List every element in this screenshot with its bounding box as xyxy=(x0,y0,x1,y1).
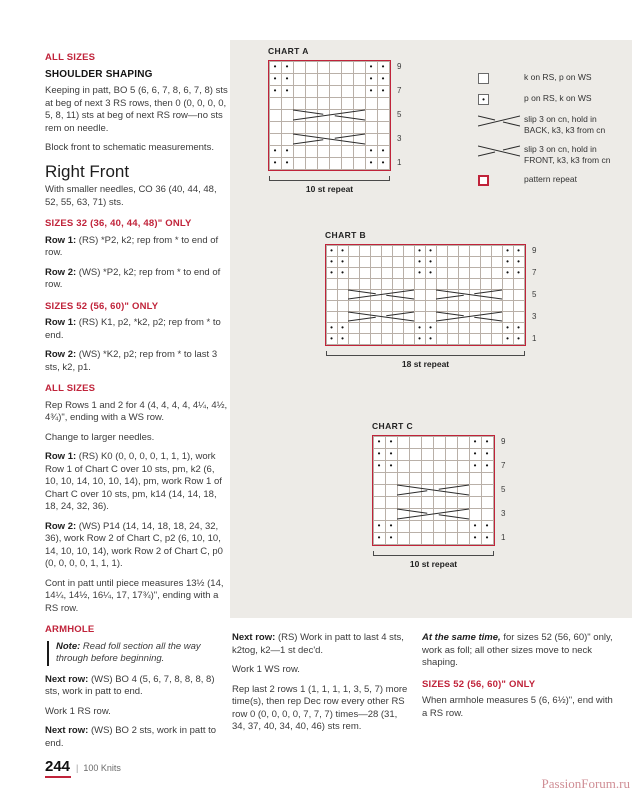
chart-a-grid xyxy=(268,60,391,171)
purl-dot-symbol: • xyxy=(473,437,477,446)
chart-c-title: CHART C xyxy=(372,421,414,431)
purl-dot-symbol: • xyxy=(389,437,393,446)
paragraph-row xyxy=(45,725,229,750)
page-footer xyxy=(45,758,121,775)
purl-dot-symbol: • xyxy=(418,246,421,255)
legend-label: k on RS, p on WS xyxy=(524,72,592,82)
same-time-label: At the same time, xyxy=(422,632,501,643)
purl-dot-symbol: • xyxy=(389,449,393,458)
chart-c-grid xyxy=(372,435,495,546)
purl-dot-symbol: • xyxy=(381,146,385,155)
chart-a-repeat-bracket xyxy=(269,176,390,181)
purl-dot-symbol: • xyxy=(369,74,373,83)
chart-row-number: 7 xyxy=(501,461,506,470)
purl-dot-symbol: • xyxy=(517,268,520,277)
chart-a-repeat-label: 10 st repeat xyxy=(305,184,354,194)
heading-shoulder-shaping: SHOULDER SHAPING xyxy=(45,68,153,80)
heading-sizes-32: SIZES 32 (36, 40, 44, 48)" ONLY xyxy=(45,218,192,229)
paragraph-shoulder-1: Keeping in patt, BO 5 (6, 6, 7, 8, 6, 7, 8) sts at beg of next 3 RS rows, then 0 (0, 0, 0, 0, 5, 8, 11) sts at beg of next RS row—no sts rem on needle. xyxy=(45,85,228,134)
purl-dot-symbol: • xyxy=(506,323,509,332)
cable-back-icon xyxy=(478,114,524,127)
purl-dot-symbol: • xyxy=(389,533,393,542)
purl-dot-symbol: • xyxy=(285,146,289,155)
row-text: (WS) *K2, p2; rep from * to last 3 sts, k2, p1. xyxy=(45,349,218,373)
legend-item-cable-back xyxy=(478,114,624,135)
purl-dot-symbol: • xyxy=(485,533,489,542)
book-title: 100 Knits xyxy=(83,763,121,773)
cable-front-symbol xyxy=(348,311,414,322)
legend-item-knit xyxy=(478,72,624,84)
chart-row-number: 3 xyxy=(501,509,506,518)
chart-b-grid-area xyxy=(325,244,537,346)
same-time-text: for sizes 52 (56, 60)" only, work as foll; all other sizes move to neck shaping. xyxy=(422,632,613,668)
paragraph-rep-rows: Rep Rows 1 and 2 for 4 (4, 4, 4, 4, 4¼, 4½, 4¾)", ending with a WS row. xyxy=(45,399,228,423)
purl-dot-symbol: • xyxy=(369,62,373,71)
purl-dot-symbol: • xyxy=(330,257,333,266)
purl-square-icon xyxy=(478,93,524,105)
note-block xyxy=(47,641,229,666)
row-label: Next row: xyxy=(45,673,89,685)
paragraph-row xyxy=(45,349,229,374)
chart-row-number: 1 xyxy=(532,334,537,343)
watermark: PassionForum.ru xyxy=(541,776,630,791)
purl-dot-symbol: • xyxy=(506,246,509,255)
paragraph-row xyxy=(45,451,229,514)
purl-dot-symbol: • xyxy=(381,158,385,167)
purl-dot-symbol: • xyxy=(429,323,432,332)
paragraph-row xyxy=(232,632,408,657)
purl-dot-symbol: • xyxy=(517,334,520,343)
row-text: (RS) K0 (0, 0, 0, 0, 1, 1, 1), work Row 1 of Chart C over 10 sts, pm, k2 (6, 10, 10, 14, 10, 10, 14), pm, work Row 1 of Chart C over 10 sts, pm, k14 (14, 14, 18, 18, 24, 32, 36). xyxy=(45,451,222,512)
purl-dot-symbol: • xyxy=(369,146,373,155)
chart-row-number: 5 xyxy=(532,290,537,299)
purl-dot-symbol: • xyxy=(517,323,520,332)
purl-dot-symbol: • xyxy=(377,437,381,446)
chart-c-repeat-label: 10 st repeat xyxy=(409,559,458,569)
purl-dot-symbol: • xyxy=(285,86,289,95)
purl-dot-symbol: • xyxy=(285,74,289,83)
note-text: Read foll section all the way through before beginning. xyxy=(56,640,201,664)
purl-dot-symbol: • xyxy=(429,334,432,343)
purl-dot-symbol: • xyxy=(517,246,520,255)
purl-dot-symbol: • xyxy=(330,323,333,332)
legend-item-pattern-repeat xyxy=(478,174,624,186)
cable-front-symbol xyxy=(436,289,502,300)
legend-item-cable-front xyxy=(478,144,624,165)
heading-sizes-52-right: SIZES 52 (56, 60)" ONLY xyxy=(422,678,536,690)
paragraph-cont: Cont in patt until piece measures 13½ (14, 14¼, 14½, 16¼, 17, 17¾)", ending with a RS row. xyxy=(45,577,224,614)
purl-dot-symbol: • xyxy=(273,158,277,167)
purl-dot-symbol: • xyxy=(485,437,489,446)
purl-dot-symbol: • xyxy=(389,461,393,470)
purl-dot-symbol: • xyxy=(369,158,373,167)
purl-dot-symbol: • xyxy=(377,449,381,458)
chart-row-number: 9 xyxy=(397,62,402,71)
purl-dot-symbol: • xyxy=(485,449,489,458)
chart-row-number: 9 xyxy=(501,437,506,446)
purl-dot-symbol: • xyxy=(341,257,344,266)
chart-row-number: 3 xyxy=(397,134,402,143)
row-label: Next row: xyxy=(45,725,89,736)
purl-dot-symbol: • xyxy=(341,246,344,255)
purl-dot-symbol: • xyxy=(473,521,477,530)
row-text: (WS) P14 (14, 14, 18, 18, 24, 32, 36), work Row 2 of Chart C, p2 (6, 10, 10, 14, 10, 10, 14), work Row 2 of Chart C, p0 (0, 0, 0, 0, 1, 1, 1). xyxy=(45,520,223,569)
chart-b-repeat-bracket xyxy=(326,351,525,356)
chart-legend xyxy=(478,72,624,195)
row-label: Next row: xyxy=(232,632,276,643)
chart-a xyxy=(268,46,402,194)
row-label: Row 2: xyxy=(45,266,77,278)
cable-front-symbol xyxy=(397,484,469,496)
chart-b-grid xyxy=(325,244,526,346)
purl-dot-symbol: • xyxy=(341,268,344,277)
paragraph-when-armhole: When armhole measures 5 (6, 6½)", end with a RS row. xyxy=(422,695,613,719)
chart-row-number: 5 xyxy=(397,110,402,119)
pattern-repeat-icon xyxy=(478,174,524,186)
row-text: (WS) BO 4 (5, 6, 7, 8, 8, 8, 8) sts, work in patt to end. xyxy=(45,673,215,697)
chart-row-number: 7 xyxy=(397,86,402,95)
purl-dot-symbol: • xyxy=(473,449,477,458)
chart-c-repeat-bracket xyxy=(373,551,494,556)
chart-row-number: 1 xyxy=(501,533,506,542)
footer-divider: | xyxy=(76,763,79,773)
row-text: (RS) Work in patt to last 4 sts, k2tog, k2—1 st dec'd. xyxy=(232,632,404,656)
paragraph-row xyxy=(45,267,229,292)
paragraph-shoulder-2: Block front to schematic measurements. xyxy=(45,142,214,153)
row-label: Row 1: xyxy=(45,451,77,462)
purl-dot-symbol: • xyxy=(381,62,385,71)
left-column xyxy=(45,52,229,757)
note-label: Note: xyxy=(56,640,81,652)
purl-dot-symbol: • xyxy=(485,521,489,530)
row-label: Row 2: xyxy=(45,520,77,532)
purl-dot-symbol: • xyxy=(341,334,344,343)
purl-dot-symbol: • xyxy=(330,246,333,255)
heading-armhole: ARMHOLE xyxy=(45,624,95,635)
chart-c-grid-area xyxy=(372,435,506,546)
legend-label: slip 3 on cn, hold in FRONT, k3, k3 from cn xyxy=(524,144,611,165)
section-title-right-front: Right Front xyxy=(45,161,130,181)
legend-label: slip 3 on cn, hold in BACK, k3, k3 from cn xyxy=(524,114,606,135)
purl-dot-symbol: • xyxy=(330,334,333,343)
chart-row-number: 5 xyxy=(501,485,506,494)
purl-dot-symbol: • xyxy=(381,74,385,83)
purl-dot-symbol: • xyxy=(506,257,509,266)
cable-back-symbol xyxy=(436,311,502,322)
purl-dot-symbol: • xyxy=(473,461,477,470)
purl-dot-symbol: • xyxy=(429,246,432,255)
purl-dot-symbol: • xyxy=(273,86,277,95)
purl-dot-symbol: • xyxy=(506,334,509,343)
row-label: Row 2: xyxy=(45,349,77,360)
row-label: Row 1: xyxy=(45,317,77,328)
cable-back-symbol xyxy=(397,508,469,520)
paragraph-work-ws: Work 1 WS row. xyxy=(232,664,300,675)
paragraph-cast-on: With smaller needles, CO 36 (40, 44, 48, 52, 55, 63, 71) sts. xyxy=(45,184,217,208)
purl-dot-symbol: • xyxy=(377,461,381,470)
purl-dot-symbol: • xyxy=(381,86,385,95)
paragraph-work-rs: Work 1 RS row. xyxy=(45,705,111,717)
legend-label: p on RS, k on WS xyxy=(524,93,592,103)
purl-dot-symbol: • xyxy=(473,533,477,542)
row-text: (WS) BO 2 sts, work in patt to end. xyxy=(45,725,217,749)
purl-dot-symbol: • xyxy=(273,62,277,71)
cable-front-icon xyxy=(478,144,524,157)
purl-dot-symbol: • xyxy=(429,268,432,277)
heading-sizes-52: SIZES 52 (56, 60)" ONLY xyxy=(45,300,159,312)
purl-dot-symbol: • xyxy=(273,74,277,83)
purl-dot-symbol: • xyxy=(418,323,421,332)
heading-all-sizes-2: ALL SIZES xyxy=(45,383,96,394)
paragraph-row xyxy=(45,235,229,260)
chart-a-title: CHART A xyxy=(268,46,309,56)
right-column xyxy=(422,632,614,727)
middle-column xyxy=(232,632,408,741)
chart-row-number: 9 xyxy=(532,246,537,255)
paragraph-row xyxy=(45,674,229,699)
paragraph-rep: Rep last 2 rows 1 (1, 1, 1, 1, 3, 5, 7) more time(s), then rep Dec row every other RS row 0 (0, 0, 0, 0, 7, 7, 7) times—28 (31, 34, 37, 40, 34, 40, 46) sts rem. xyxy=(232,683,408,732)
purl-dot-symbol: • xyxy=(418,334,421,343)
chart-b-repeat-label: 18 st repeat xyxy=(401,359,450,369)
paragraph-row xyxy=(45,317,229,342)
row-text: (WS) *P2, k2; rep from * to end of row. xyxy=(45,266,221,290)
purl-dot-symbol: • xyxy=(506,268,509,277)
legend-item-purl xyxy=(478,93,624,105)
chart-c xyxy=(372,421,506,569)
page-number: 244 xyxy=(45,758,71,778)
paragraph-row xyxy=(45,521,229,571)
purl-dot-symbol: • xyxy=(341,323,344,332)
chart-b xyxy=(325,230,537,369)
purl-dot-symbol: • xyxy=(273,146,277,155)
purl-dot-symbol: • xyxy=(377,533,381,542)
purl-dot-symbol: • xyxy=(485,461,489,470)
chart-row-number: 7 xyxy=(532,268,537,277)
chart-row-number: 3 xyxy=(532,312,537,321)
chart-a-grid-area xyxy=(268,60,402,171)
row-text: (RS) K1, p2, *k2, p2; rep from * to end. xyxy=(45,317,221,341)
heading-all-sizes: ALL SIZES xyxy=(45,52,96,63)
cable-back-symbol xyxy=(293,109,365,121)
purl-dot-symbol: • xyxy=(330,268,333,277)
legend-label: pattern repeat xyxy=(524,174,577,184)
chart-row-number: 1 xyxy=(397,158,402,167)
purl-dot-symbol: • xyxy=(517,257,520,266)
purl-dot-symbol: • xyxy=(285,62,289,71)
purl-dot-symbol: • xyxy=(285,158,289,167)
purl-dot-symbol: • xyxy=(369,86,373,95)
knit-square-icon xyxy=(478,72,524,84)
row-label: Row 1: xyxy=(45,234,77,246)
cable-front-symbol xyxy=(293,133,365,145)
paragraph-change-needles: Change to larger needles. xyxy=(45,431,155,443)
purl-dot-symbol: • xyxy=(429,257,432,266)
purl-dot-symbol: • xyxy=(377,521,381,530)
purl-dot-symbol: • xyxy=(418,257,421,266)
purl-dot-symbol: • xyxy=(418,268,421,277)
chart-b-title: CHART B xyxy=(325,230,367,240)
paragraph-same-time xyxy=(422,632,614,670)
purl-dot-symbol: • xyxy=(389,521,393,530)
cable-back-symbol xyxy=(348,289,414,300)
row-text: (RS) *P2, k2; rep from * to end of row. xyxy=(45,234,219,258)
